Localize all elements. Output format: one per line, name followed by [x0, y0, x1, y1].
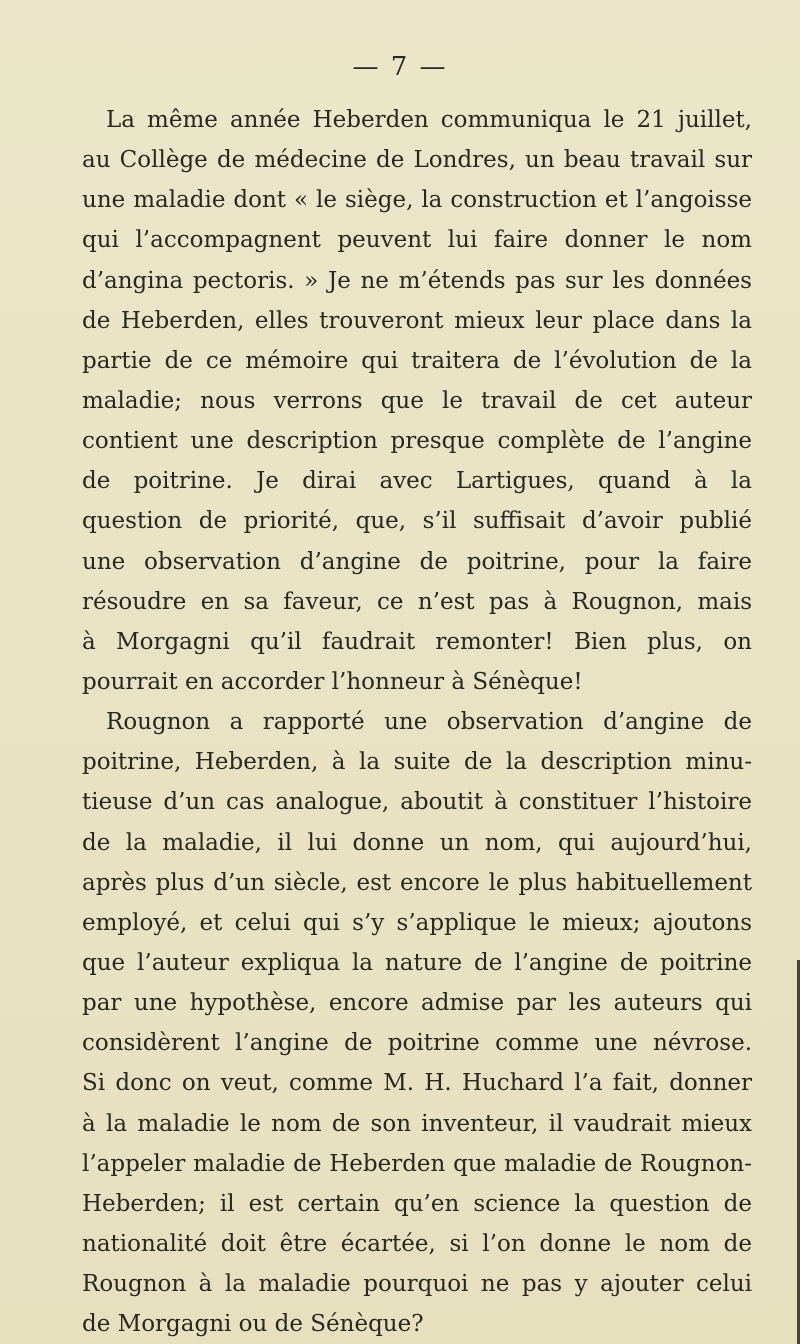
text-line: pourrait en accorder l’honneur à Sénèque! — [82, 668, 583, 695]
text-line: Si donc on veut, comme M. H. Huchard l’a fait, donner — [82, 1070, 752, 1097]
text-line: résoudre en sa faveur, ce n’est pas à Rougnon, mais — [82, 588, 752, 615]
text-line: contient une description presque complète de l’angine — [82, 428, 752, 455]
text-line: tieuse d’un cas analogue, aboutit à constituer l’histoire — [82, 789, 752, 816]
text-line: Rougnon a rapporté une observation d’angine de — [106, 709, 752, 736]
paragraph-2 — [82, 702, 752, 1344]
text-line: partie de ce mémoire qui traitera de l’évolution de la — [82, 347, 752, 374]
text-line: de poitrine. Je dirai avec Lartigues, quand à la — [82, 468, 752, 495]
text-line: après plus d’un siècle, est encore le plus habituellement — [82, 869, 752, 896]
paragraph-1 — [82, 100, 752, 702]
text-line: d’angina pectoris. » Je ne m’étends pas sur les données — [82, 267, 752, 294]
text-line: de Heberden, elles trouveront mieux leur place dans la — [82, 307, 752, 334]
text-line: Heberden; il est certain qu’en science la question de — [82, 1190, 752, 1217]
text-line: par une hypothèse, encore admise par les auteurs qui — [82, 990, 752, 1017]
text-line: maladie; nous verrons que le travail de cet auteur — [82, 387, 752, 414]
text-line: La même année Heberden communiqua le 21 juillet, — [106, 107, 752, 133]
text-line: nationalité doit être écartée, si l’on donne le nom de — [82, 1230, 752, 1257]
text-line: à la maladie le nom de son inventeur, il vaudrait mieux — [82, 1110, 752, 1137]
text-line: l’appeler maladie de Heberden que maladie de Rougnon- — [82, 1150, 752, 1177]
body-text — [82, 100, 752, 1344]
text-line: au Collège de médecine de Londres, un beau travail sur — [82, 147, 752, 174]
page-number: — 7 — — [352, 52, 448, 82]
text-line: que l’auteur expliqua la nature de l’angine de poitrine — [82, 949, 752, 976]
text-line: question de priorité, que, s’il suffisait d’avoir publié — [82, 508, 752, 535]
text-line: de la maladie, il lui donne un nom, qui aujourd’hui, — [82, 829, 752, 856]
text-line: de Morgagni ou de Sénèque? — [82, 1311, 424, 1338]
text-line: poitrine, Heberden, à la suite de la description minu- — [82, 749, 752, 776]
text-line: Rougnon à la maladie pourquoi ne pas y ajouter celui — [82, 1271, 752, 1298]
text-line: considèrent l’angine de poitrine comme une névrose. — [82, 1030, 752, 1057]
text-line: employé, et celui qui s’y s’applique le mieux; ajoutons — [82, 909, 752, 936]
text-line: une observation d’angine de poitrine, pour la faire — [82, 548, 752, 575]
text-line: une maladie dont « le siège, la construction et l’angoisse — [82, 187, 752, 214]
text-line: à Morgagni qu’il faudrait remonter! Bien plus, on — [82, 628, 752, 655]
text-line: qui l’accompagnent peuvent lui faire donner le nom — [82, 227, 752, 254]
